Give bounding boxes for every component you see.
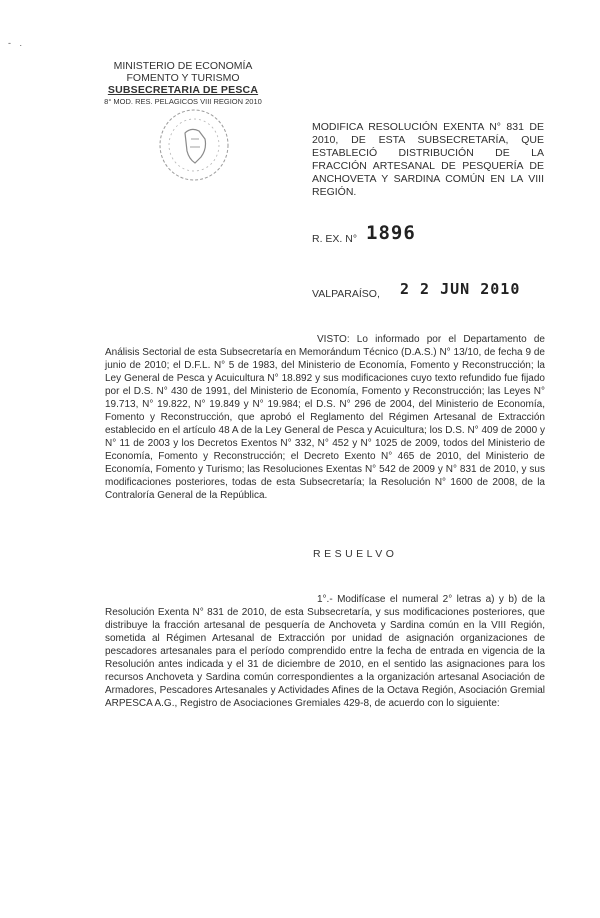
official-seal-icon	[155, 105, 233, 185]
visto-paragraph: VISTO: Lo informado por el Departamento de Análisis Sectorial de esta Subsecretaría en Memorándum Técnico (D.A.S.) N° 13/10, de fecha 9 de junio de 2010; el D.F.L. N° 5 de 1983, del Ministerio de Economía, Fomento y Reconstrucción; la Ley General de Pesca y Acuicultura N° 18.892 y sus modificaciones cuyo texto refundido fue fijado por el D.S. N° 430 de 1991, del Ministerio de Economía, Fomento y Reconstrucción; las Leyes N° 19.713, N° 19.822, N° 19.849 y N° 19.984; el D.S. N° 296 de 2004, del Ministerio de Economía, Fomento y Reconstrucción, que aprobó el Reglamento del Régimen Artesanal de Extracción establecido en el artículo 48 A de la Ley General de Pesca y Acuicultura; los D.S. N° 409 de 2000 y N° 11 de 2003 y los Decretos Exentos N° 332, N° 452 y N° 1025 de 2009, todos del Ministerio de Economía, Fomento y Reconstrucción; el Decreto Exento N° 465 de 2010, del Ministerio de Economía, Fomento y Turismo; las Resoluciones Exentas N° 542 de 2009 y N° 831 de 2010, y sus modificaciones posteriores, todas de esta Subsecretaría; la Resolución N° 1600 de 2008, de la Contraloría General de la República.	[105, 334, 545, 501]
resuelvo-heading: RESUELVO	[313, 548, 398, 560]
article-1-paragraph: 1°.- Modifícase el numeral 2° letras a) y b) de la Resolución Exenta N° 831 de 2010, de esta Subsecretaría, y sus modificaciones posteriores, que distribuye la fracción artesanal de pesquería de Anchoveta y Sardina común en la VIII Región, sometida al Régimen Artesanal de Extracción por unidad de asignación organizaciones de pescadores artesanales para el período comprendido entre la fecha de entrada en vigencia de la Resolución antes indicada y el 31 de diciembre de 2010, en el sentido las asignaciones para los recursos Anchoveta y Sardina común correspondientes a la organización artesanal Asociación de Armadores, Pescadores Artesanales y Actividades Afines de la Octava Región, Asociación Gremial ARPESCA A.G., Registro de Asociaciones Gremiales 429-8, de acuerdo con lo siguiente:	[105, 594, 545, 709]
document-reference: 8° MOD. RES. PELAGICOS VIII REGION 2010	[104, 97, 262, 106]
ministry-subline: FOMENTO Y TURISMO	[126, 72, 240, 84]
resolution-subject: MODIFICA RESOLUCIÓN EXENTA N° 831 DE 2010, DE ESTA SUBSECRETARÍA, QUE ESTABLECIÓ DISTRIBUCIÓN DE LA FRACCIÓN ARTESANAL DE PESQUERÍA DE ANCHOVETA Y SARDINA COMÚN EN LA VIII REGIÓN.	[312, 121, 544, 198]
resolution-number-label: R. EX. N°	[312, 233, 358, 245]
date-stamp: 2 2 JUN 2010	[400, 280, 521, 298]
issuer-header	[88, 60, 278, 108]
resolution-number: 1896	[366, 222, 416, 244]
ministry-line: MINISTERIO DE ECONOMÍA	[113, 60, 253, 72]
subsecretaria-line: SUBSECRETARIA DE PESCA	[107, 84, 259, 96]
date-place: VALPARAÍSO,	[312, 288, 380, 300]
scan-specks: - .	[8, 38, 25, 48]
